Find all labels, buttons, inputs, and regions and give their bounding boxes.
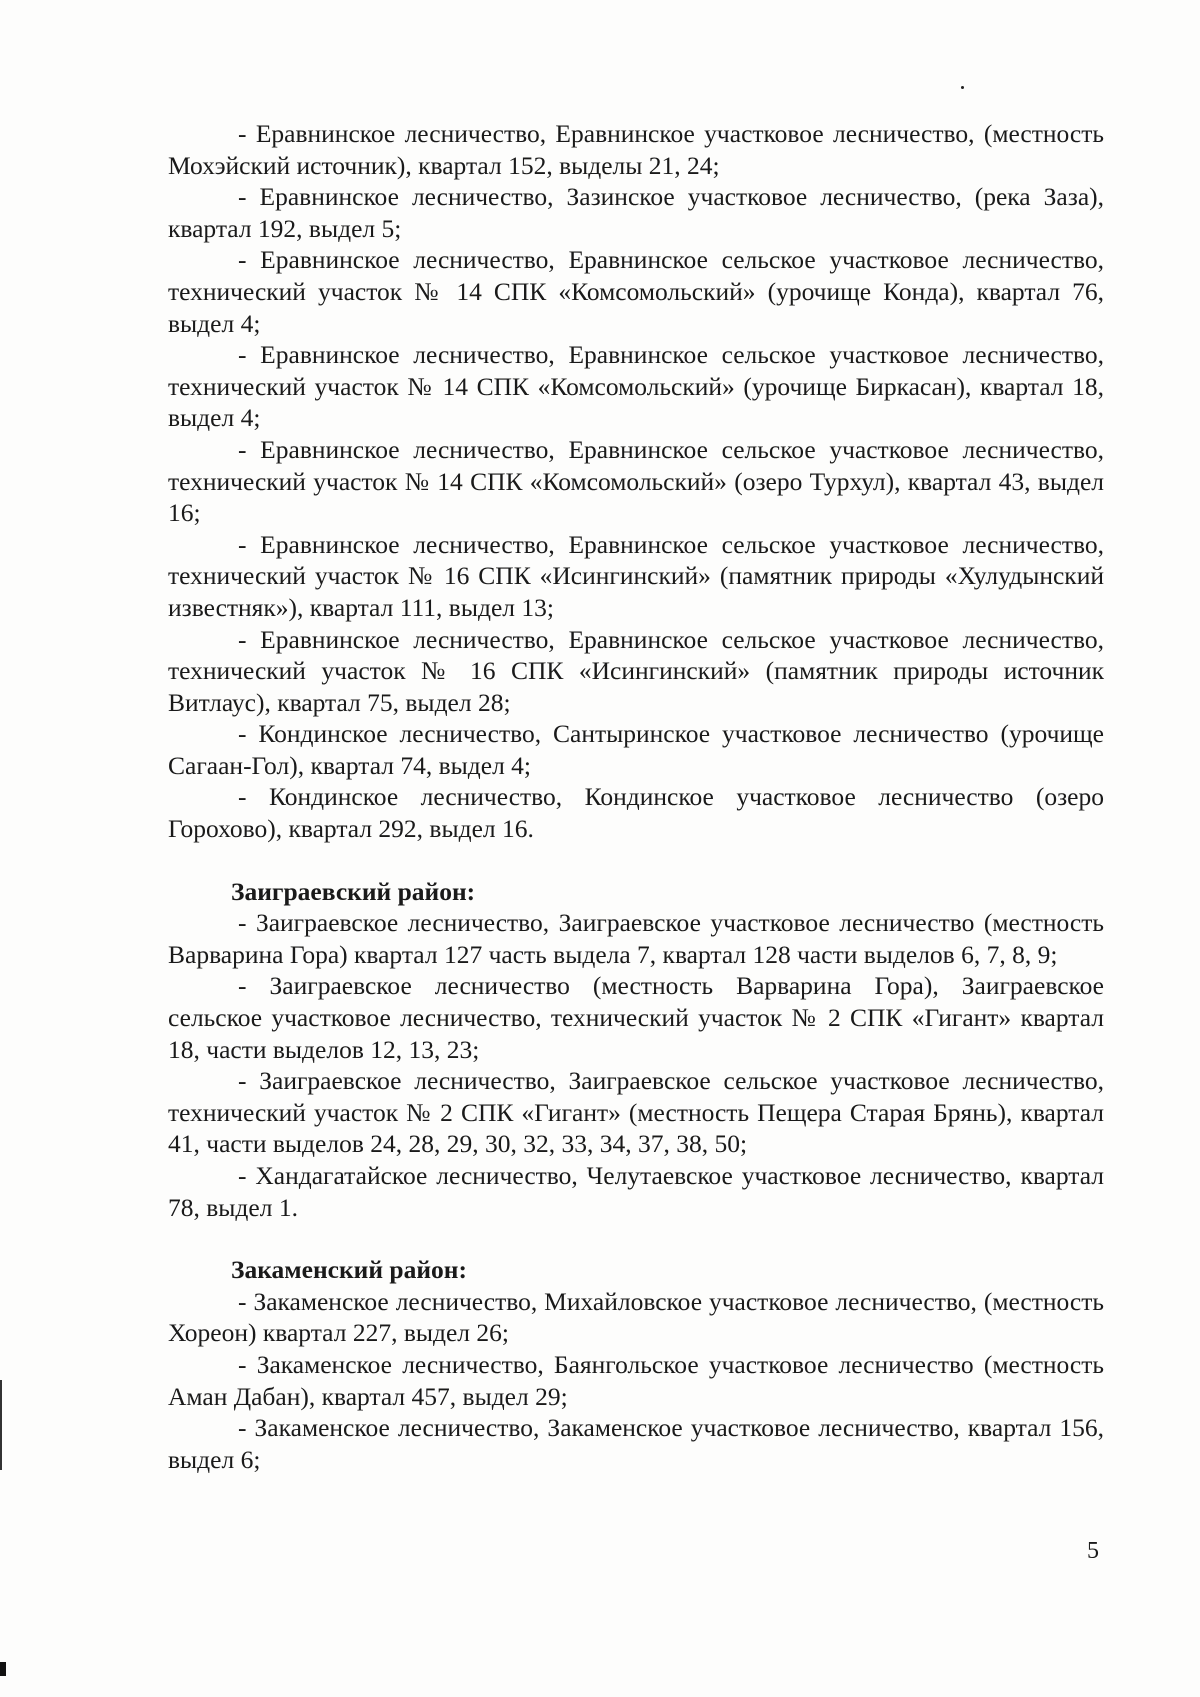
list-item: - Еравнинское лесничество, Еравнинское сельское участковое лесничество, технический участок № 16 СПК «Исингинский» (памятник природы «Хулудынский известняк»), квартал 111, выдел 13; (168, 529, 1104, 622)
list-item: - Закаменское лесничество, Баянгольское участковое лесничество (местность Аман Дабан), квартал 457, выдел 29; (168, 1349, 1104, 1411)
list-item: - Заиграевское лесничество (местность Варварина Гора), Заиграевское сельское участковое лесничество, технический участок № 2 СПК «Гигант» квартал 18, части выделов 12, 13, 23; (168, 971, 1104, 1064)
section-zaigraevsky (168, 876, 1104, 1224)
list-item: - Еравнинское лесничество, Еравнинское сельское участковое лесничество, технический участок № 14 СПК «Комсомольский» (озеро Турхул), квартал 43, выдел 16; (168, 434, 1104, 528)
list-item: - Кондинское лесничество, Кондинское участковое лесничество (озеро Горохово), квартал 292, выдел 16. (168, 782, 1104, 844)
section-heading: Закаменский район: (231, 1255, 467, 1285)
list-item: - Еравнинское лесничество, Еравнинское сельское участковое лесничество, технический участок № 16 СПК «Исингинский» (памятник природы источник Витлаус), квартал 75, выдел 28; (168, 624, 1104, 717)
section-heading: Заиграевский район: (231, 876, 476, 906)
list-item: - Закаменское лесничество, Закаменское участковое лесничество, квартал 156, выдел 6; (168, 1413, 1104, 1474)
page-number: 5 (1087, 1538, 1099, 1564)
document-body (168, 118, 1104, 1475)
scan-corner-mark (0, 1662, 6, 1676)
section-eravninsky (168, 118, 1104, 845)
list-item: - Заиграевское лесничество, Заиграевское сельское участковое лесничество, технический участок № 2 СПК «Гигант» (местность Пещера Старая Брянь), квартал 41, части выделов 24, 28, 29, 30, 32, 33, 34, 37, 38, 50; (168, 1066, 1104, 1159)
section-zakamensky (168, 1254, 1104, 1475)
scan-speck (961, 86, 964, 89)
list-item: - Хандагатайское лесничество, Челутаевское участковое лесничество, квартал 78, выдел 1. (168, 1161, 1104, 1222)
list-item: - Кондинское лесничество, Сантыринское участковое лесничество (урочище Сагаан-Гол), квартал 74, выдел 4; (168, 719, 1104, 780)
list-item: - Закаменское лесничество, Михайловское участковое лесничество, (местность Хореон) квартал 227, выдел 26; (168, 1286, 1104, 1348)
list-item: - Еравнинское лесничество, Зазинское участковое лесничество, (река Заза), квартал 192, выдел 5; (168, 182, 1104, 243)
list-item: - Еравнинское лесничество, Еравнинское участковое лесничество, (местность Мохэйский источник), квартал 152, выделы 21, 24; (168, 119, 1104, 180)
scan-edge-mark (0, 1380, 2, 1470)
list-item: - Еравнинское лесничество, Еравнинское сельское участковое лесничество, технический участок № 14 СПК «Комсомольский» (урочище Конда), квартал 76, выдел 4; (168, 245, 1104, 338)
list-item: - Еравнинское лесничество, Еравнинское сельское участковое лесничество, технический участок № 14 СПК «Комсомольский» (урочище Биркасан), квартал 18, выдел 4; (168, 340, 1104, 433)
list-item: - Заиграевское лесничество, Заиграевское участковое лесничество (местность Варварина Гора) квартал 127 часть выдела 7, квартал 128 части выделов 6, 7, 8, 9; (168, 908, 1104, 969)
